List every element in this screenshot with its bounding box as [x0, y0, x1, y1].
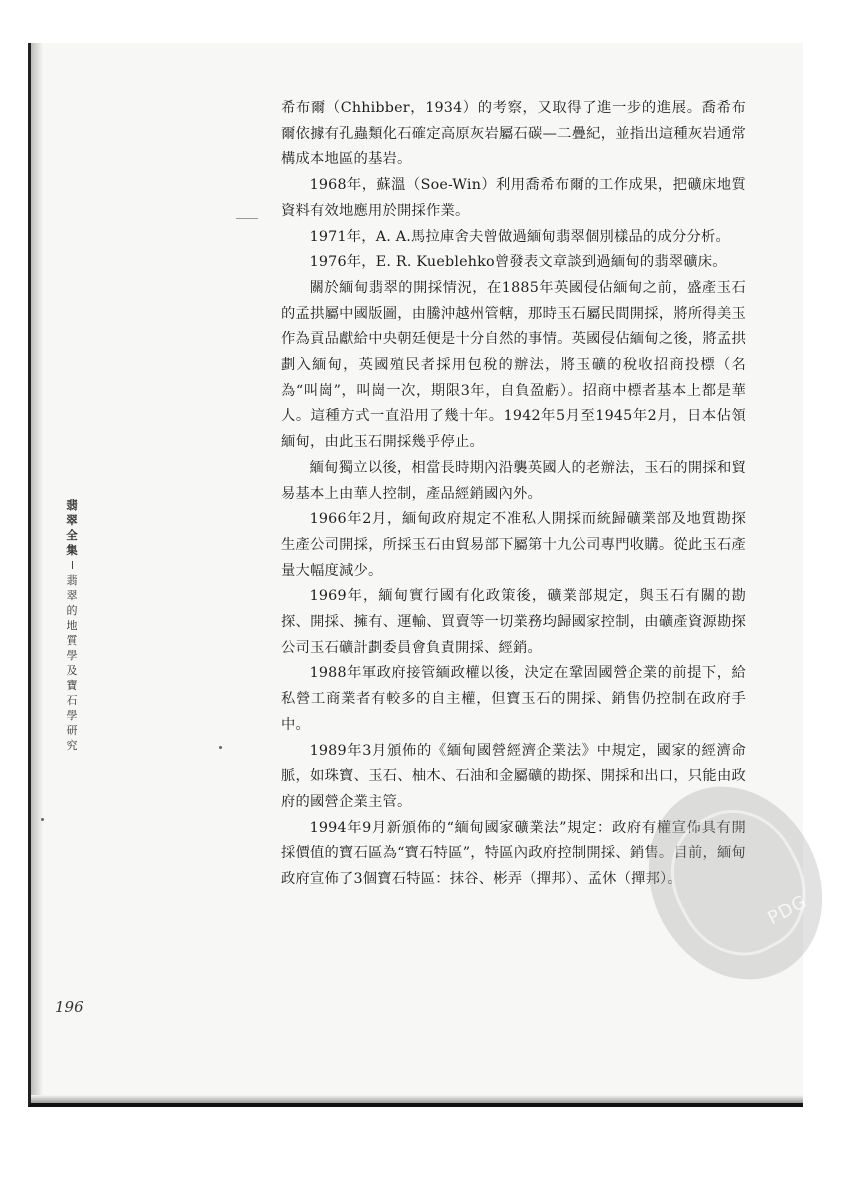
paragraph-3: 1971年，A. A.馬拉庫舍夫曾做過緬甸翡翠個別樣品的成分分析。 [309, 228, 730, 245]
paragraph-4: 1976年，E. R. Kueblehko曾發表文章談到過緬甸的翡翠礦床。 [309, 254, 727, 271]
watermark-text: PDG [764, 891, 812, 930]
paragraph-1: 希布爾（Chhibber，1934）的考察，又取得了進一步的進展。喬希布爾依據有孔蟲類化石確定高原灰岩屬石碳—二疊紀，並指出這種灰岩通常構成本地區的基岩。 [281, 100, 746, 168]
paragraph-5: 關於緬甸翡翠的開採情況，在1885年英國侵佔緬甸之前，盛產玉石的孟拱屬中國版圖，由騰沖越州管轄，那時玉石屬民間開採，將所得美玉作為貢品獻給中央朝廷便是十分自然的事情。英國侵佔緬甸之後，將孟拱劃入緬甸，英國殖民者採用包稅的辦法，將玉礦的稅收招商投標（名為“叫崗”，叫崗一次，期限3年，自負盈虧）。招商中標者基本上都是華人。這種方式一直沿用了幾十年。1942年5月至1945年2月，日本佔領緬甸，由此玉石開採幾乎停止。 [281, 279, 746, 451]
scan-speck [219, 746, 222, 749]
scan-speck [41, 818, 44, 821]
page-bottom-edge [31, 1095, 803, 1103]
scan-speck [236, 218, 258, 219]
paragraph-6: 緬甸獨立以後，相當長時期內沿襲英國人的老辦法，玉石的開採和貿易基本上由華人控制，產品經銷國內外。 [281, 459, 746, 502]
watermark-ring [648, 789, 828, 977]
paragraph-10: 1989年3月頒佈的《緬甸國營經濟企業法》中規定，國家的經濟命脈，如珠寶、玉石、柚木、石油和金屬礦的勘探、開採和出口，只能由政府的國營企業主管。 [281, 742, 746, 810]
body-text [281, 96, 746, 893]
page-number: 196 [55, 998, 84, 1016]
binding-shadow [31, 43, 43, 1103]
paragraph-11: 1994年9月新頒佈的“緬甸國家礦業法”規定：政府有權宣佈具有開採價值的寶石區為“寶石特區”，特區內政府控制開採、銷售。目前，緬甸政府宣佈了3個寶石特區：抹谷、彬弄（撣邦）、孟休（撣邦）。 [281, 819, 746, 888]
paragraph-2: 1968年，蘇溫（Soe-Win）利用喬希布爾的工作成果，把礦床地質資料有效地應用於開採作業。 [281, 177, 746, 219]
chapter-title: 翡翠的地質學及寶石學研究 [66, 574, 78, 752]
paragraph-7: 1966年2月，緬甸政府規定不准私人開採而統歸礦業部及地質勘探生產公司開採，所採玉石由貿易部下屬第十九公司專門收購。從此玉石產量大幅度減少。 [281, 511, 746, 579]
scanned-page [28, 43, 812, 1107]
book-title: 翡翠全集 [66, 498, 78, 557]
header-divider [72, 561, 73, 569]
running-header-vertical [64, 498, 80, 753]
paragraph-9: 1988年軍政府接管緬政權以後，決定在鞏固國營企業的前提下，給私營工商業者有較多的自主權，但寶玉石的開採、銷售仍控制在政府手中。 [281, 665, 746, 733]
paragraph-8: 1969年，緬甸實行國有化政策後，礦業部規定，與玉石有關的勘探、開採、擁有、運輸、買賣等一切業務均歸國家控制，由礦產資源勘探公司玉石礦計劃委員會負責開採、經銷。 [281, 588, 746, 656]
